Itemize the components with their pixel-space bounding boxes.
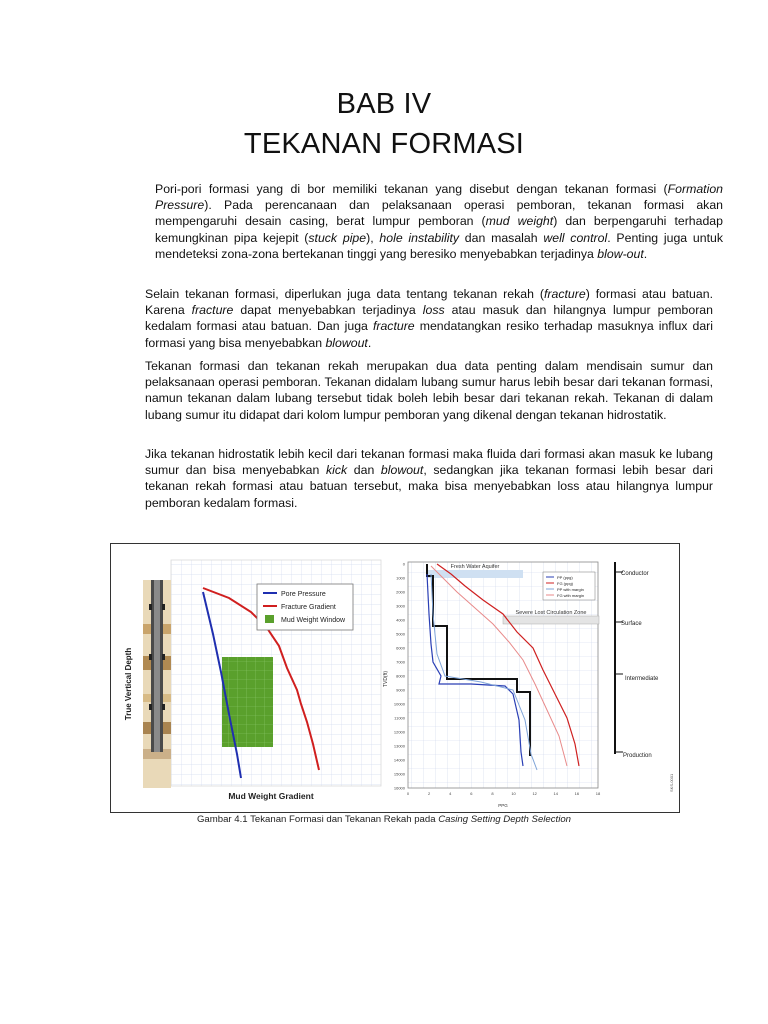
y-tick-label: 8000 — [396, 673, 405, 679]
fresh-water-aquifer-label: Fresh Water Aquifer — [450, 564, 500, 570]
left-ylabel: True Vertical Depth — [124, 647, 133, 721]
paragraph-4: Jika tekanan hidrostatik lebih kecil dari tekanan formasi maka fluida dari formasi akan masuk ke lubang sumur dan bisa menyebabkan kick dan blowout, sedangkan jika tekanan formasi lebih besar dari tekanan rekah formasi atau batuan tersebut, maka bisa menyebabkan loss atau hilangnya lumpur pemboran kedalam formasi. — [145, 447, 713, 510]
svg-text:PP (ppg): PP (ppg) — [557, 575, 573, 580]
chapter-heading: BAB IV — [336, 88, 432, 120]
x-tick-label: 18 — [595, 791, 601, 796]
y-tick-label: 16000 — [393, 785, 405, 791]
casing-conductor: Conductor — [621, 571, 649, 577]
y-tick-label: 2000 — [396, 589, 405, 595]
figure-4-1 — [110, 543, 680, 813]
well-log-strip — [143, 580, 171, 788]
x-tick-label: 2 — [427, 791, 431, 796]
y-tick-label: 14000 — [393, 757, 405, 763]
lost-circulation-label: Severe Lost Circulation Zone — [515, 610, 587, 616]
x-tick-label: 12 — [532, 791, 537, 796]
right-ylabel: TVD(ft) — [383, 670, 389, 688]
y-tick-label: 4000 — [396, 617, 405, 623]
y-tick-label: 1000 — [396, 575, 405, 581]
svg-text:FG with margin: FG with margin — [557, 593, 585, 598]
y-tick-label: 7000 — [396, 659, 405, 665]
casing-surface: Surface — [621, 621, 642, 627]
right-chart — [383, 562, 674, 809]
paragraph-2: Selain tekanan formasi, diperlukan juga data tentang tekanan rekah (fracture) formasi atau batuan. Karena fracture dapat menyebabkan terjadinya loss atau masuk dan hilangnya lumpur pemboran kedalam formasi atau batuan. Dan juga fracture mendatangkan resiko terhadap masuknya influx dari formasi yang bisa menyebabkan blowout. — [145, 287, 713, 350]
x-tick-label: 6 — [470, 791, 473, 796]
paragraph-1: Pori-pori formasi yang di bor memiliki tekanan yang disebut dengan tekanan formasi (Formation Pressure). Pada perencanaan dan pelaksanaan operasi pemboran, tekanan formasi akan mempengaruhi desain casing, berat lumpur pemboran (mud weight) dan berpengaruhi terhadap kemungkinan pipa kejepit (stuck pipe), hole instability dan masalah well control. Penting juga untuk mendeteksi zona-zona bertekanan tinggi yang beresiko menyebabkan terjadinya blow-out. — [155, 182, 723, 261]
paragraph-3: Tekanan formasi dan tekanan rekah merupakan dua data penting dalam mendisain sumur dan pelaksanaan operasi pemboran. Tekanan didalam lubang sumur harus lebih besar dari tekanan formasi, namun tekanan dalam lubang tersebut tidak boleh lebih besar dari tekanan rekah. Tekanan di dalam lubang sumur itu didapat dari kolom lumpur pemboran yang dikenal dengan tekanan hidrostatik. — [145, 359, 713, 422]
x-tick-label: 8 — [491, 791, 494, 796]
casing-intermediate: Intermediate — [625, 676, 659, 682]
x-tick-label: 0 — [406, 791, 410, 796]
y-tick-label: 10000 — [393, 701, 405, 707]
page-title: TEKANAN FORMASI — [243, 128, 525, 160]
svg-text:FG (ppg): FG (ppg) — [557, 581, 574, 586]
legend-pore-pressure: Pore Pressure — [281, 591, 326, 598]
x-tick-label: 4 — [449, 791, 452, 796]
legend-fracture-gradient: Fracture Gradient — [281, 604, 336, 611]
x-tick-label: 10 — [511, 791, 516, 796]
y-tick-label: 15000 — [393, 771, 405, 777]
y-tick-label: 3000 — [396, 603, 405, 609]
casing-brackets — [615, 562, 659, 759]
right-x-ticks — [407, 791, 601, 796]
right-legend — [543, 572, 595, 600]
figure-caption: Gambar 4.1 Tekanan Formasi dan Tekanan Rekah pada Casing Setting Depth Selection — [196, 814, 572, 825]
casing-production: Production — [623, 753, 652, 759]
y-tick-label: 5000 — [396, 631, 405, 637]
y-tick-label: 12000 — [393, 729, 405, 735]
left-legend — [257, 584, 353, 630]
x-tick-label: 16 — [574, 791, 580, 796]
right-xlabel: PPG — [498, 803, 508, 808]
left-xlabel: Mud Weight Gradient — [228, 791, 314, 801]
x-tick-label: 14 — [553, 791, 559, 796]
side-code: SKS-0001 — [669, 773, 674, 792]
y-tick-label: 13000 — [393, 743, 405, 749]
y-tick-label: 6000 — [396, 645, 405, 651]
y-tick-label: 0 — [402, 561, 405, 567]
svg-text:PP with margin: PP with margin — [557, 587, 584, 592]
legend-mud-weight-window: Mud Weight Window — [281, 617, 346, 624]
left-chart — [124, 560, 381, 801]
y-tick-label: 11000 — [394, 715, 405, 721]
right-y-ticks — [394, 562, 406, 791]
y-tick-label: 9000 — [396, 687, 405, 693]
